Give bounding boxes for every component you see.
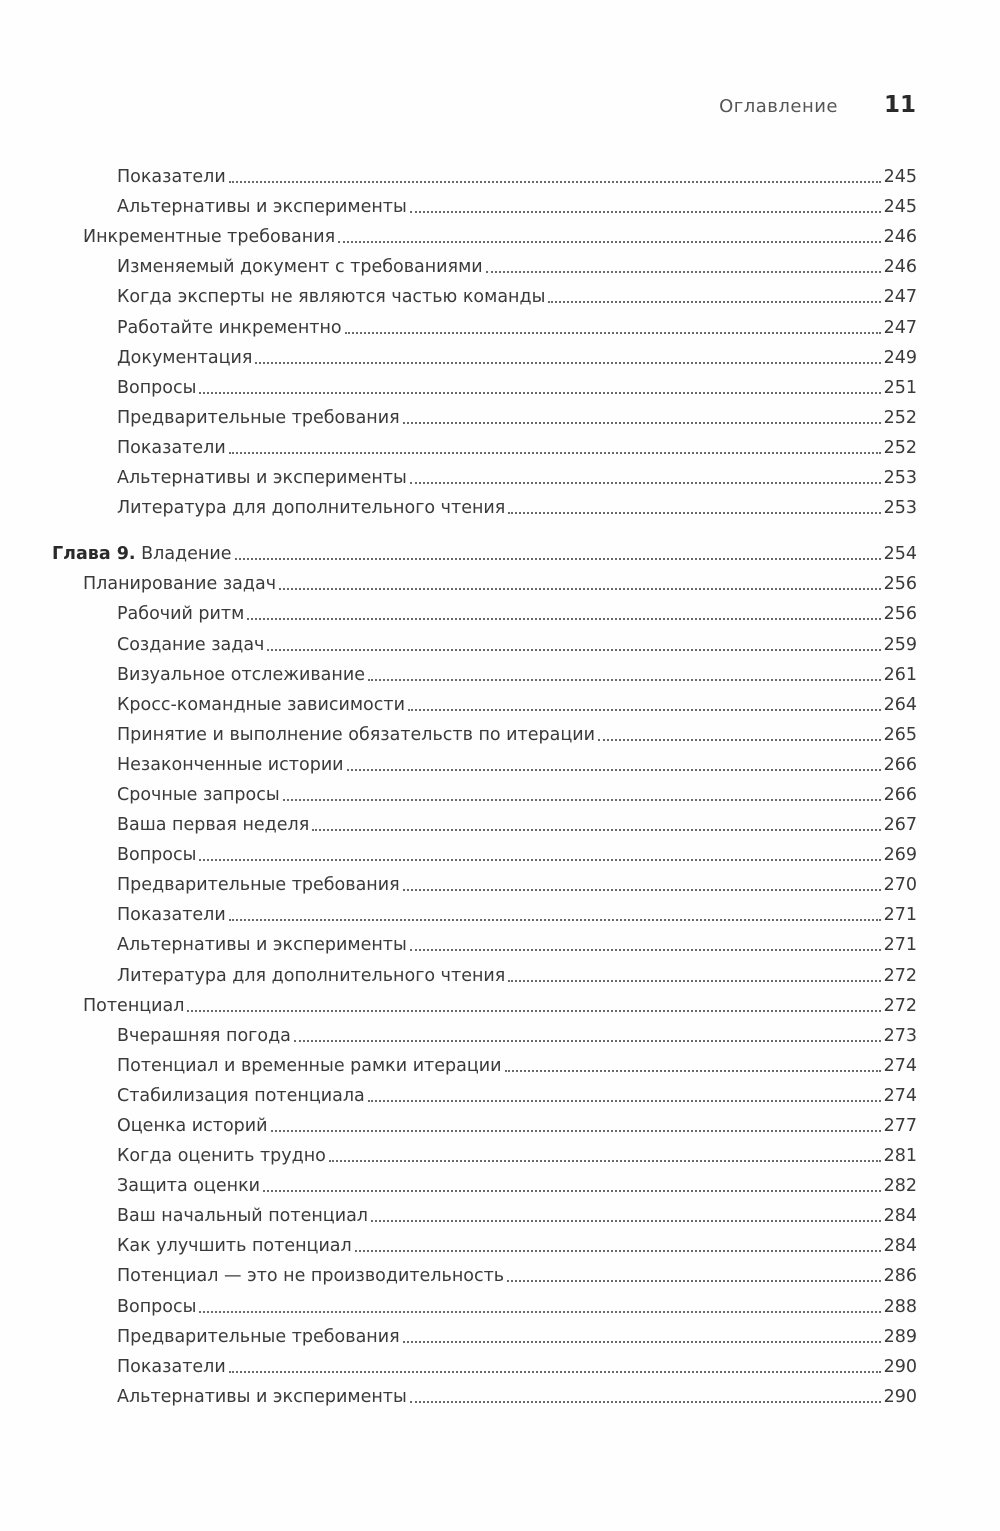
- dot-leader: [255, 362, 880, 364]
- toc-entry-title: Стабилизация потенциала: [117, 1085, 365, 1106]
- toc-entry-title: Кросс-командные зависимости: [117, 694, 405, 715]
- toc-subsection-row: [0, 777, 1000, 807]
- dot-leader: [403, 889, 881, 891]
- toc-entry-page: 272: [883, 995, 917, 1016]
- toc-entry-page: 246: [883, 227, 917, 248]
- toc-entry-page: 254: [883, 544, 917, 565]
- toc-subsection-row: [0, 189, 1000, 219]
- dot-leader: [279, 588, 881, 590]
- toc-entry-page: 264: [883, 694, 917, 715]
- dot-leader: [229, 1371, 881, 1373]
- dot-leader: [199, 1311, 880, 1313]
- toc-entry-page: 271: [883, 935, 917, 956]
- toc-entry-page: 249: [883, 347, 917, 368]
- toc-subsection-row: [0, 309, 1000, 339]
- dot-leader: [368, 1100, 881, 1102]
- toc-entry-page: 256: [883, 574, 917, 595]
- toc-entry-title: Потенциал — это не производительность: [117, 1266, 505, 1287]
- dot-leader: [229, 452, 881, 454]
- toc-entry-page: 251: [883, 377, 917, 398]
- toc-entry-title: Альтернативы и эксперименты: [117, 468, 407, 489]
- dot-leader: [371, 1220, 881, 1222]
- toc-section-row: [0, 566, 1000, 596]
- dot-leader: [345, 332, 881, 334]
- dot-leader: [548, 301, 880, 303]
- toc-subsection-row: [0, 657, 1000, 687]
- toc-subsection-row: [0, 430, 1000, 460]
- toc-entry-title: Ваша первая неделя: [117, 815, 310, 836]
- dot-leader: [410, 211, 881, 213]
- toc-entry-page: 282: [883, 1176, 917, 1197]
- toc-subsection-row: [0, 867, 1000, 897]
- toc-entry-title: Альтернативы и эксперименты: [117, 1386, 407, 1407]
- toc-entry-title: Вопросы: [117, 377, 197, 398]
- toc-entry-title: Альтернативы и эксперименты: [117, 197, 407, 218]
- toc-entry-page: 259: [883, 634, 917, 655]
- toc-entry-title: Альтернативы и эксперименты: [117, 935, 407, 956]
- chapter-title: Владение: [135, 544, 232, 565]
- toc-entry-page: 253: [883, 498, 917, 519]
- chapter-number: Глава 9.: [52, 544, 136, 565]
- toc-entry-page: 245: [883, 197, 917, 218]
- toc-entry-page: 247: [883, 287, 917, 308]
- dot-leader: [347, 769, 881, 771]
- toc-entry-page: 289: [883, 1326, 917, 1347]
- toc-entry-title: Рабочий ритм: [117, 604, 245, 625]
- dot-leader: [263, 1190, 881, 1192]
- toc-entry-page: 253: [883, 468, 917, 489]
- toc-entry-title: Создание задач: [117, 634, 265, 655]
- toc-entry-page: 266: [883, 754, 917, 775]
- dot-leader: [229, 181, 881, 183]
- dot-leader: [355, 1250, 881, 1252]
- toc-entry-page: 267: [883, 815, 917, 836]
- dot-leader: [508, 512, 880, 514]
- toc-entry-page: 246: [883, 257, 917, 278]
- toc-entry-title: Показатели: [117, 437, 226, 458]
- toc-entry-page: 284: [883, 1236, 917, 1257]
- toc-entry-page: 290: [883, 1386, 917, 1407]
- toc-subsection-row: [0, 1108, 1000, 1138]
- dot-leader: [410, 482, 881, 484]
- toc-entry-title: Незаконченные истории: [117, 754, 344, 775]
- toc-subsection-row: [0, 1048, 1000, 1078]
- toc-entry-page: 245: [883, 167, 917, 188]
- toc-entry-title: Оценка историй: [117, 1116, 268, 1136]
- table-of-contents: [0, 159, 1000, 1409]
- dot-leader: [403, 1341, 881, 1343]
- toc-entry-title: Срочные запросы: [117, 784, 280, 805]
- toc-subsection-row: [0, 1349, 1000, 1379]
- toc-entry-page: 277: [883, 1116, 917, 1136]
- toc-entry-title: Документация: [117, 347, 253, 368]
- toc-entry-page: 269: [883, 845, 917, 866]
- toc-entry-page: 256: [883, 604, 917, 625]
- toc-entry-title: Потенциал и временные рамки итерации: [117, 1055, 502, 1076]
- toc-entry-title: Предварительные требования: [117, 407, 400, 428]
- toc-subsection-row: [0, 1288, 1000, 1318]
- dot-leader: [486, 271, 881, 273]
- toc-subsection-row: [0, 747, 1000, 777]
- toc-entry-page: 273: [883, 1025, 917, 1046]
- toc-entry-title: Планирование задач: [83, 574, 277, 595]
- dot-leader: [199, 392, 880, 394]
- toc-entry-page: 266: [883, 784, 917, 805]
- toc-subsection-row: [0, 807, 1000, 837]
- toc-subsection-row: [0, 717, 1000, 747]
- dot-leader: [508, 980, 880, 982]
- toc-entry-page: 284: [883, 1206, 917, 1227]
- toc-subsection-row: [0, 626, 1000, 656]
- dot-leader: [507, 1280, 881, 1282]
- toc-entry-page: 274: [883, 1055, 917, 1076]
- dot-leader: [271, 1130, 881, 1132]
- dot-leader: [338, 241, 880, 243]
- toc-entry-title: Визуальное отслеживание: [117, 664, 365, 685]
- dot-leader: [199, 859, 880, 861]
- dot-leader: [410, 1401, 881, 1403]
- toc-subsection-row: [0, 340, 1000, 370]
- toc-entry-page: 270: [883, 875, 917, 896]
- toc-subsection-row: [0, 1379, 1000, 1409]
- dot-leader: [505, 1070, 881, 1072]
- toc-entry-title: Инкрементные требования: [83, 227, 336, 248]
- dot-leader: [229, 919, 881, 921]
- toc-subsection-row: [0, 1228, 1000, 1258]
- toc-entry-title: Ваш начальный потенциал: [117, 1206, 368, 1227]
- toc-entry-title: Изменяемый документ с требованиями: [117, 257, 483, 278]
- toc-entry-title: Когда оценить трудно: [117, 1146, 326, 1167]
- toc-subsection-row: [0, 490, 1000, 520]
- toc-subsection-row: [0, 370, 1000, 400]
- page-number: 11: [883, 92, 916, 118]
- toc-entry-title: Показатели: [117, 167, 226, 188]
- toc-entry-page: 247: [883, 317, 917, 338]
- dot-leader: [294, 1040, 881, 1042]
- toc-entry-title: Показатели: [117, 905, 226, 926]
- toc-subsection-row: [0, 897, 1000, 927]
- dot-leader: [283, 799, 881, 801]
- toc-entry-title: Как улучшить потенциал: [117, 1236, 352, 1257]
- toc-subsection-row: [0, 596, 1000, 626]
- toc-entry-page: 265: [883, 724, 917, 745]
- toc-subsection-row: [0, 159, 1000, 189]
- toc-entry-page: 252: [883, 437, 917, 458]
- toc-subsection-row: [0, 1258, 1000, 1288]
- toc-entry-page: 252: [883, 407, 917, 428]
- toc-subsection-row: [0, 460, 1000, 490]
- toc-subsection-row: [0, 400, 1000, 430]
- toc-entry-title: Предварительные требования: [117, 1326, 400, 1347]
- toc-entry-page: 274: [883, 1085, 917, 1106]
- dot-leader: [598, 739, 881, 741]
- toc-entry-title: Вчерашняя погода: [117, 1025, 291, 1046]
- toc-subsection-row: [0, 1168, 1000, 1198]
- toc-subsection-row: [0, 687, 1000, 717]
- toc-subsection-row: [0, 957, 1000, 987]
- toc-entry-title: Защита оценки: [117, 1176, 261, 1197]
- toc-section-row: [0, 219, 1000, 249]
- dot-leader: [408, 709, 881, 711]
- toc-entry-page: 281: [883, 1146, 917, 1167]
- toc-entry-title: Литература для дополнительного чтения: [117, 498, 506, 519]
- toc-subsection-row: [0, 927, 1000, 957]
- toc-section-row: [0, 988, 1000, 1018]
- toc-entry-title: [52, 542, 232, 566]
- toc-entry-title: Вопросы: [117, 845, 197, 866]
- toc-entry-title: Литература для дополнительного чтения: [117, 965, 506, 986]
- toc-entry-page: 290: [883, 1356, 917, 1377]
- toc-entry-title: Показатели: [117, 1356, 226, 1377]
- toc-entry-page: 271: [883, 905, 917, 926]
- toc-entry-title: Работайте инкрементно: [117, 317, 342, 338]
- toc-entry-title: Потенциал: [83, 995, 185, 1016]
- toc-subsection-row: [0, 1138, 1000, 1168]
- toc-subsection-row: [0, 1018, 1000, 1048]
- dot-leader: [267, 649, 880, 651]
- running-header: [719, 92, 916, 118]
- dot-leader: [368, 679, 881, 681]
- dot-leader: [410, 949, 881, 951]
- toc-subsection-row: [0, 1319, 1000, 1349]
- toc-entry-page: 286: [883, 1266, 917, 1287]
- toc-entry-page: 272: [883, 965, 917, 986]
- toc-entry-title: Предварительные требования: [117, 875, 400, 896]
- toc-entry-title: Когда эксперты не являются частью команды: [117, 287, 546, 308]
- toc-subsection-row: [0, 1078, 1000, 1108]
- toc-entry-page: 261: [883, 664, 917, 685]
- toc-entry-title: Принятие и выполнение обязательств по итерации: [117, 724, 596, 745]
- dot-leader: [187, 1010, 880, 1012]
- toc-entry-page: 288: [883, 1296, 917, 1317]
- dot-leader: [403, 422, 881, 424]
- dot-leader: [235, 558, 881, 560]
- toc-subsection-row: [0, 837, 1000, 867]
- dot-leader: [247, 618, 880, 620]
- toc-subsection-row: [0, 1198, 1000, 1228]
- dot-leader: [329, 1160, 881, 1162]
- toc-chapter-row: [0, 536, 1000, 566]
- dot-leader: [312, 829, 880, 831]
- toc-entry-title: Вопросы: [117, 1296, 197, 1317]
- toc-subsection-row: [0, 279, 1000, 309]
- header-title: Оглавление: [719, 96, 838, 117]
- toc-subsection-row: [0, 249, 1000, 279]
